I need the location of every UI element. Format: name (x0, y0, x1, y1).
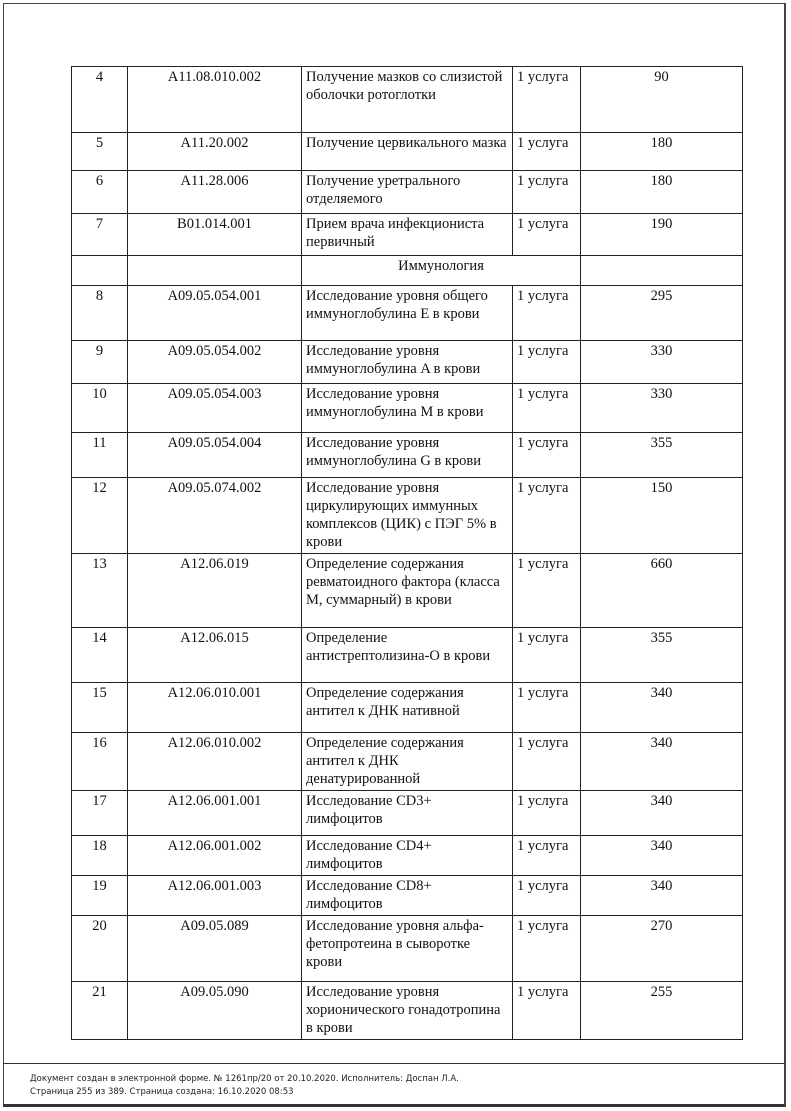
service-price: 270 (581, 916, 743, 982)
service-unit: 1 услуга (513, 171, 581, 214)
service-code: A12.06.001.003 (128, 876, 302, 916)
service-name: Исследование уровня иммуноглобулина A в крови (302, 341, 513, 384)
service-name: Исследование уровня иммуноглобулина M в крови (302, 384, 513, 433)
row-number: 13 (72, 554, 128, 628)
row-number: 16 (72, 733, 128, 791)
footer-page-info: Страница 255 из 389. Страница создана: 16.10.2020 08:53 (30, 1087, 294, 1097)
table-row (72, 916, 743, 982)
footer-divider (3, 1063, 785, 1064)
service-price: 90 (581, 67, 743, 133)
row-number: 19 (72, 876, 128, 916)
table-row (72, 628, 743, 683)
service-price: 330 (581, 384, 743, 433)
service-name: Получение цервикального мазка (302, 133, 513, 171)
service-unit: 1 услуга (513, 876, 581, 916)
service-unit: 1 услуга (513, 214, 581, 256)
service-price: 295 (581, 286, 743, 341)
service-name: Исследование уровня циркулирующих иммунных комплексов (ЦИК) с ПЭГ 5% в крови (302, 478, 513, 554)
service-code: A09.05.090 (128, 982, 302, 1040)
section-title: Иммунология (302, 256, 581, 286)
service-price: 340 (581, 876, 743, 916)
service-name: Исследование уровня хорионического гонадотропина в крови (302, 982, 513, 1040)
service-price: 660 (581, 554, 743, 628)
table-row (72, 133, 743, 171)
service-name: Исследование CD3+ лимфоцитов (302, 791, 513, 836)
section-row (72, 256, 743, 286)
service-name: Определение содержания антител к ДНК денатурированной (302, 733, 513, 791)
service-code: A09.05.054.002 (128, 341, 302, 384)
row-number: 14 (72, 628, 128, 683)
service-name: Исследование уровня общего иммуноглобулина E в крови (302, 286, 513, 341)
service-unit: 1 услуга (513, 733, 581, 791)
row-number: 18 (72, 836, 128, 876)
service-name: Получение уретрального отделяемого (302, 171, 513, 214)
service-unit: 1 услуга (513, 554, 581, 628)
service-unit: 1 услуга (513, 133, 581, 171)
table-row (72, 733, 743, 791)
table-row (72, 384, 743, 433)
table-row (72, 171, 743, 214)
service-name: Определение содержания антител к ДНК нативной (302, 683, 513, 733)
table-row (72, 341, 743, 384)
service-code: A12.06.015 (128, 628, 302, 683)
table-row (72, 478, 743, 554)
service-unit: 1 услуга (513, 982, 581, 1040)
service-code: A11.20.002 (128, 133, 302, 171)
service-price: 190 (581, 214, 743, 256)
row-number: 7 (72, 214, 128, 256)
service-price: 355 (581, 628, 743, 683)
row-number: 17 (72, 791, 128, 836)
row-number: 6 (72, 171, 128, 214)
row-number: 4 (72, 67, 128, 133)
service-name: Исследование уровня иммуноглобулина G в крови (302, 433, 513, 478)
service-unit: 1 услуга (513, 67, 581, 133)
price-table (71, 66, 743, 1040)
service-price: 340 (581, 733, 743, 791)
service-price: 340 (581, 791, 743, 836)
table-row (72, 67, 743, 133)
table-row (72, 433, 743, 478)
service-code: A09.05.089 (128, 916, 302, 982)
table-row (72, 876, 743, 916)
service-code: A12.06.010.001 (128, 683, 302, 733)
row-number: 20 (72, 916, 128, 982)
document-footer (30, 1073, 770, 1099)
row-number: 8 (72, 286, 128, 341)
service-code: A12.06.019 (128, 554, 302, 628)
service-code: A11.08.010.002 (128, 67, 302, 133)
service-name: Определение антистрептолизина-O в крови (302, 628, 513, 683)
service-code: A12.06.010.002 (128, 733, 302, 791)
service-code: A09.05.054.001 (128, 286, 302, 341)
service-code: B01.014.001 (128, 214, 302, 256)
service-unit: 1 услуга (513, 836, 581, 876)
service-price: 180 (581, 171, 743, 214)
service-code: A09.05.054.004 (128, 433, 302, 478)
service-price: 255 (581, 982, 743, 1040)
service-unit: 1 услуга (513, 478, 581, 554)
table-row (72, 836, 743, 876)
footer-document-info: Документ создан в электронной форме. № 1261пр/20 от 20.10.2020. Исполнитель: Доспан Л.А. (30, 1074, 459, 1084)
service-unit: 1 услуга (513, 791, 581, 836)
service-unit: 1 услуга (513, 384, 581, 433)
service-price: 355 (581, 433, 743, 478)
table-row (72, 683, 743, 733)
table-row (72, 286, 743, 341)
service-price: 150 (581, 478, 743, 554)
service-unit: 1 услуга (513, 916, 581, 982)
row-number: 15 (72, 683, 128, 733)
service-unit: 1 услуга (513, 628, 581, 683)
price-table-body (72, 67, 743, 1040)
service-name: Получение мазков со слизистой оболочки ротоглотки (302, 67, 513, 133)
service-price: 340 (581, 683, 743, 733)
service-name: Исследование CD8+ лимфоцитов (302, 876, 513, 916)
service-code: A09.05.054.003 (128, 384, 302, 433)
service-name: Исследование CD4+ лимфоцитов (302, 836, 513, 876)
service-unit: 1 услуга (513, 683, 581, 733)
row-number: 5 (72, 133, 128, 171)
service-code: A09.05.074.002 (128, 478, 302, 554)
service-code: A12.06.001.001 (128, 791, 302, 836)
table-row (72, 982, 743, 1040)
row-number: 9 (72, 341, 128, 384)
service-code: A11.28.006 (128, 171, 302, 214)
service-code: A12.06.001.002 (128, 836, 302, 876)
row-number: 11 (72, 433, 128, 478)
service-name: Исследование уровня альфа-фетопротеина в сыворотке крови (302, 916, 513, 982)
service-price: 180 (581, 133, 743, 171)
service-unit: 1 услуга (513, 286, 581, 341)
table-row (72, 791, 743, 836)
empty-cell (72, 256, 128, 286)
service-unit: 1 услуга (513, 433, 581, 478)
row-number: 21 (72, 982, 128, 1040)
row-number: 12 (72, 478, 128, 554)
empty-cell (581, 256, 743, 286)
service-name: Определение содержания ревматоидного фактора (класса M, суммарный) в крови (302, 554, 513, 628)
table-row (72, 554, 743, 628)
service-price: 330 (581, 341, 743, 384)
service-price: 340 (581, 836, 743, 876)
table-row (72, 214, 743, 256)
service-unit: 1 услуга (513, 341, 581, 384)
service-name: Прием врача инфекциониста первичный (302, 214, 513, 256)
empty-cell (128, 256, 302, 286)
row-number: 10 (72, 384, 128, 433)
